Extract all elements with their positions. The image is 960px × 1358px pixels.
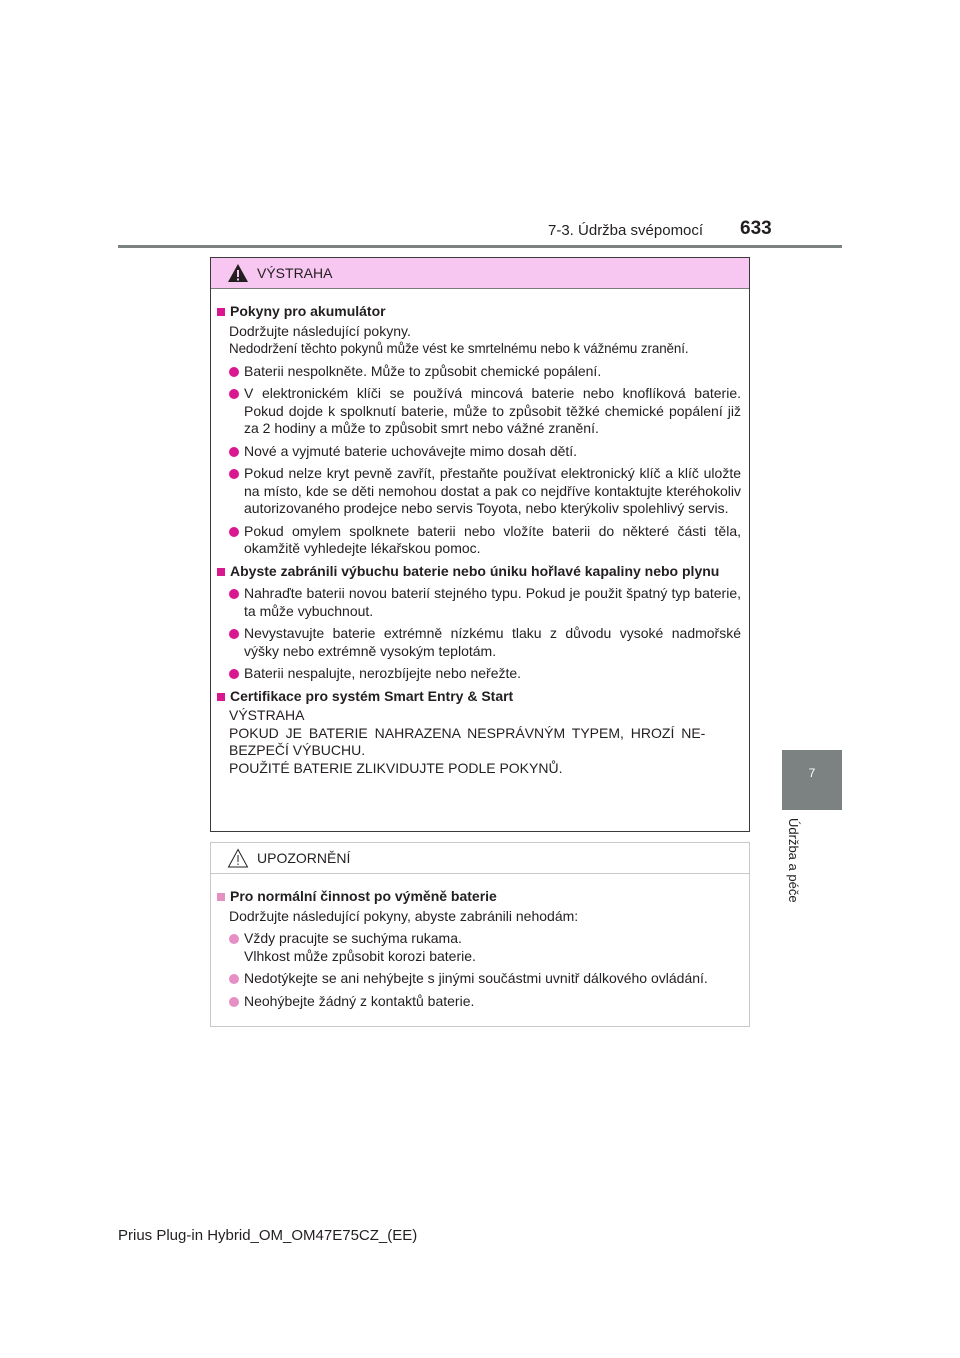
warning-header — [211, 258, 749, 289]
intro-text — [217, 323, 741, 358]
page-number: 633 — [740, 218, 772, 239]
topic-heading — [217, 303, 741, 321]
list-item — [217, 930, 741, 965]
list-item-text — [244, 970, 741, 988]
circle-bullet-icon — [229, 997, 239, 1007]
circle-bullet-icon — [229, 669, 239, 679]
warning-body — [211, 289, 749, 777]
intro-line: Dodržujte následující pokyny. — [229, 322, 411, 339]
intro-line: Nedodržení těchto pokynů může vést ke smrtelnému nebo k vážnému zranění. — [229, 341, 689, 356]
caution-box — [210, 842, 750, 1027]
chapter-label: Údržba a péče — [786, 818, 801, 903]
warning-title: VÝSTRAHA — [257, 265, 333, 281]
list-item-line: Vlhkost může způsobit korozi baterie. — [244, 947, 476, 964]
square-bullet-icon — [217, 893, 225, 901]
cert-line: POUŽITÉ BATERIE ZLIKVIDUJTE PODLE POKYNŮ. — [229, 759, 563, 776]
square-bullet-icon — [217, 308, 225, 316]
list-item-line: Vždy pracujte se suchýma rukama. — [244, 930, 462, 946]
topic-heading-text: Abyste zabránili výbuchu baterie nebo úniku hořlavé kapaliny nebo plynu — [230, 562, 720, 579]
topic-heading-text: Pokyny pro akumulátor — [230, 303, 386, 319]
topic-heading — [217, 688, 741, 706]
circle-bullet-icon — [229, 629, 239, 639]
list-item-text: Pokud omylem spolknete baterii nebo vložíte baterii do některé části těla, okamžitě vyhledejte lékařskou pomoc. — [244, 522, 741, 556]
list-item-line: Neohýbejte žádný z kontaktů baterie. — [244, 992, 475, 1009]
list-item — [217, 585, 741, 620]
square-bullet-icon — [217, 693, 225, 701]
list-item-text: Baterii nespolkněte. Může to způsobit chemické popálení. — [244, 362, 602, 379]
chapter-number: 7 — [808, 766, 816, 780]
list-item-text: Nevystavujte baterie extrémně nízkému tlaku z důvodu vysoké nadmořské výšky nebo extrémně vysokým teplotám. — [244, 625, 741, 659]
list-item-text — [244, 930, 741, 965]
circle-bullet-icon — [229, 367, 239, 377]
list-item — [217, 665, 741, 683]
cert-line: POKUD JE BATERIE NAHRAZENA NESPRÁVNÝM TYPEM, HROZÍ NE- — [229, 724, 706, 741]
header-rule — [118, 245, 842, 248]
list-item — [217, 443, 741, 461]
topic-heading — [217, 563, 741, 581]
circle-bullet-icon — [229, 389, 239, 399]
cert-line: BEZPEČÍ VÝBUCHU. — [229, 742, 366, 758]
list-item-text — [244, 993, 741, 1011]
circle-bullet-icon — [229, 589, 239, 599]
circle-bullet-icon — [229, 934, 239, 944]
section-title: 7-3. Údržba svépomocí — [548, 222, 704, 239]
warning-triangle-icon — [227, 263, 249, 283]
list-item-text: V elektronickém klíči se používá mincová baterie nebo knoflíková baterie. Pokud dojde k spolknutí baterie, může to způsobit těžké chemické popálení již za 2 hodiny a může to způsobit smrt nebo vážné zranění. — [244, 385, 741, 436]
topic-heading — [217, 888, 741, 906]
certification-text — [217, 707, 741, 777]
list-item — [217, 385, 741, 438]
list-item-text: Baterii nespalujte, nerozbíjejte nebo neřežte. — [244, 665, 522, 681]
intro-text: Dodržujte následující pokyny, abyste zabránili nehodám: — [229, 907, 579, 924]
list-item — [217, 625, 741, 660]
circle-bullet-icon — [229, 527, 239, 537]
square-bullet-icon — [217, 568, 225, 576]
cert-line: VÝSTRAHA — [229, 707, 305, 723]
list-item-text: Nahraďte baterii novou baterií stejného typu. Pokud je použit špatný typ baterie, ta může vybuchnout. — [244, 585, 741, 619]
document-footer: Prius Plug-in Hybrid_OM_OM47E75CZ_(EE) — [118, 1227, 418, 1244]
list-item — [217, 970, 741, 988]
list-item-text: Nové a vyjmuté baterie uchovávejte mimo dosah dětí. — [244, 442, 578, 459]
list-item-line: Nedotýkejte se ani nehýbejte s jinými součástmi uvnitř dálkového ovládání. — [244, 970, 708, 986]
list-item — [217, 363, 741, 381]
topic-heading-text: Pro normální činnost po výměně baterie — [230, 888, 497, 904]
list-item — [217, 993, 741, 1011]
caution-header — [211, 843, 749, 874]
list-item-text: Pokud nelze kryt pevně zavřít, přestaňte používat elektronický klíč a klíč uložte na místo, kde se děti nemohou dostat a pak co nejdříve kontaktujte kteréhokoliv autorizovaného prodejce nebo servis Toyota, nebo kterýkoliv spolehlivý servis. — [244, 465, 741, 516]
circle-bullet-icon — [229, 974, 239, 984]
list-item — [217, 465, 741, 518]
circle-bullet-icon — [229, 469, 239, 479]
caution-title: UPOZORNĚNÍ — [257, 850, 351, 866]
list-item — [217, 523, 741, 558]
caution-body — [211, 874, 749, 1010]
circle-bullet-icon — [229, 447, 239, 457]
caution-triangle-icon — [227, 848, 249, 868]
warning-box — [210, 257, 750, 832]
topic-heading-text: Certifikace pro systém Smart Entry & Start — [230, 687, 514, 704]
chapter-tab — [782, 750, 842, 810]
